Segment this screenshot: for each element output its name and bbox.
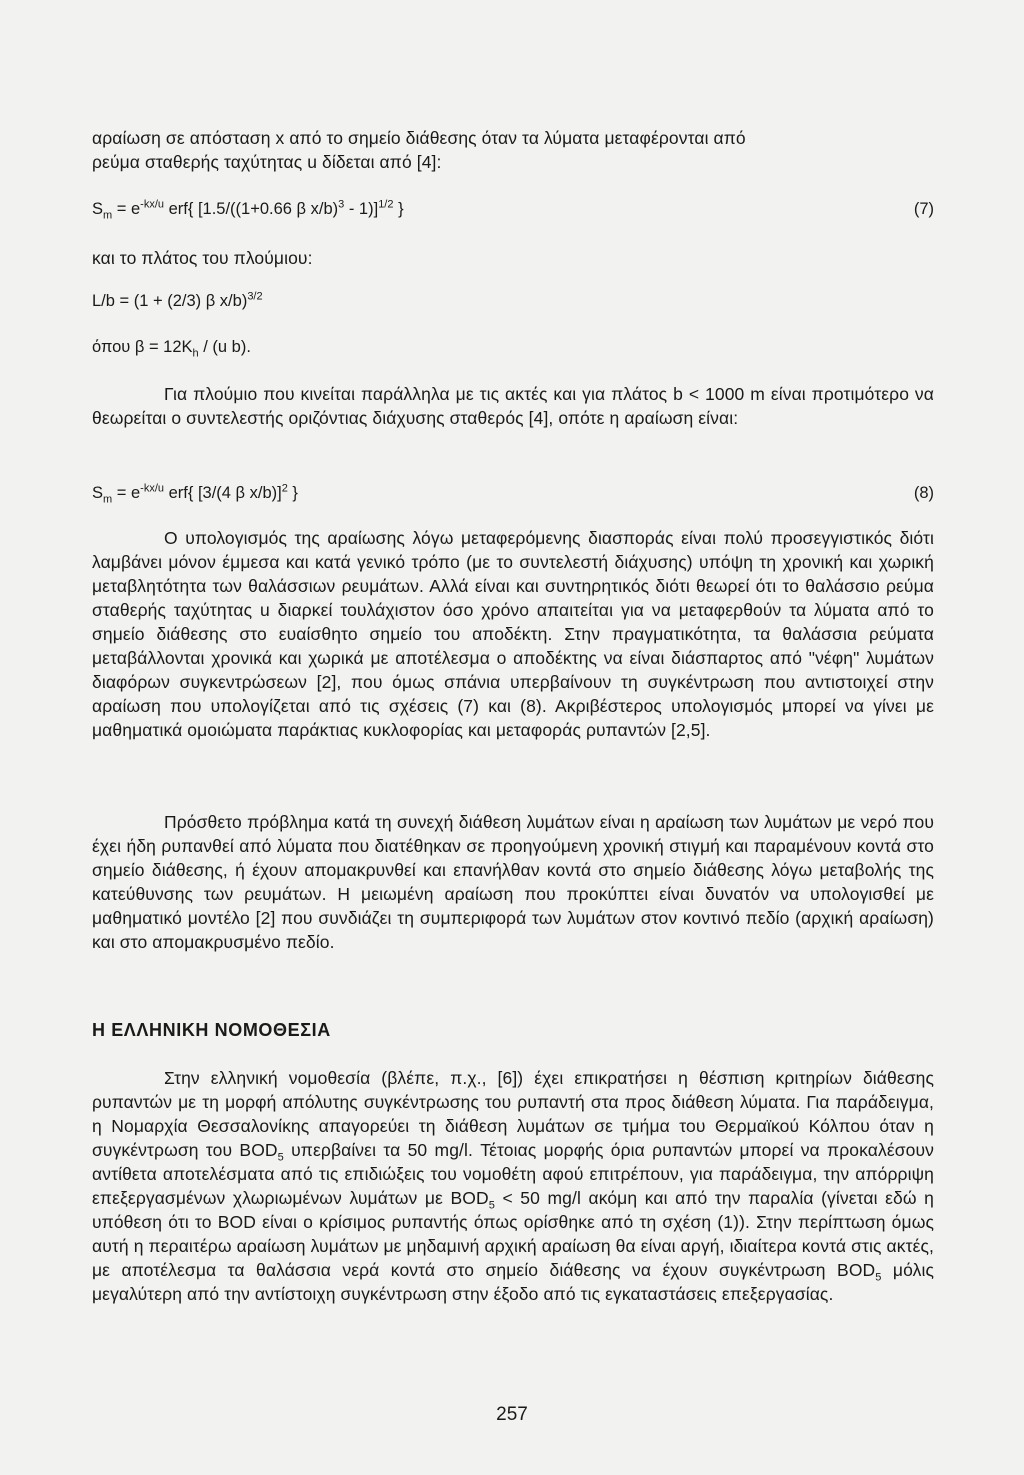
- eqL-power: 3/2: [247, 290, 263, 303]
- paragraph-legislation: [92, 1066, 934, 1306]
- beta-definition: [92, 336, 934, 358]
- eq8-exponent: -kx/u: [140, 482, 165, 495]
- eq7-lhs-sub: m: [103, 209, 113, 222]
- eq8-mid: = e: [112, 484, 141, 502]
- eq8-power: 2: [281, 482, 288, 495]
- law-text-4: μόλις μεγαλύτερη από την αντίστοιχη συγκέντρωση στην έξοδο από τις εγκαταστάσεις επεξεργασίας.: [92, 1260, 934, 1304]
- section-heading: Η ΕΛΛΗΝΙΚΗ ΝΟΜΟΘΕΣΙΑ: [92, 1020, 331, 1040]
- eq7-lhs: S: [92, 200, 104, 218]
- equation-8: [92, 482, 934, 504]
- equation-7: [92, 198, 934, 220]
- eq7-mid: = e: [112, 200, 141, 218]
- eq7-body: erf{ [1.5/((1+0.66 β x/b): [164, 200, 339, 218]
- intro-line-1: αραίωση σε απόσταση x από το σημείο διάθεσης όταν τα λύματα μεταφέρονται από: [92, 128, 746, 148]
- equation-plume-width: [92, 290, 934, 312]
- plume-width-label: και το πλάτος του πλούμιου:: [92, 248, 313, 268]
- paragraph-parallel-plume: Για πλούμιο που κινείται παράλληλα με τις ακτές και για πλάτος b < 1000 m είναι προτιμότερο να θεωρείται ο συντελεστής οριζόντιας διάχυσης σταθερός [4], οπότε η αραίωση είναι:: [92, 384, 934, 428]
- page-number: 257: [496, 1404, 528, 1425]
- beta-def-sub: h: [192, 347, 199, 360]
- intro-text: [92, 126, 934, 174]
- equation-number-8: (8): [913, 484, 934, 502]
- equation-number-7: (7): [913, 200, 934, 218]
- law-text-3: < 50 mg/l ακόμη και από την παραλία (γίνεται εδώ η υπόθεση ότι το BOD είναι ο κρίσιμος ρυπαντής όπως ορίσθηκε από τη σχέση (1)). Στην περίπτωση όμως αυτή η περαιτέρω αραίωση λυμάτων με μηδαμινή αρχική αραίωση θα είναι αργή, ιδιαίτερα κοντά στις ακτές, με αποτέλεσμα τα θαλάσσια νερά κοντά στο σημείο διάθεσης να έχουν συγκέντρωση BOD: [92, 1188, 934, 1280]
- eq7-power-3: 3: [338, 198, 345, 211]
- law-text-1: Στην ελληνική νομοθεσία (βλέπε, π.χ., [6]) έχει επικρατήσει η θέσπιση κριτηρίων διάθεσης ρυπαντών με τη μορφή απόλυτης συγκέντρωσης του ρυπαντή στα προς διάθεση λύματα. Για παράδειγμα, η Νομαρχία Θεσσαλονίκης απαγορεύει τη διάθεση λυμάτων σε τμήμα του Θερμαϊκού Κόλπου όταν η συγκέντρωση του BOD: [92, 1068, 934, 1160]
- law-text-2: υπερβαίνει τα 50 mg/l. Τέτοιας μορφής όρια ρυπαντών μπορεί να προκαλέσουν αντίθετα αποτελέσματα από τις επιδιώξεις του νομοθέτη αφού επιτρέπουν, για παράδειγμα, την απόρριψη επεξεργασμένων χλωριωμένων λυμάτων με BOD: [92, 1140, 934, 1208]
- law-bod-sub-2: 5: [488, 1199, 495, 1212]
- eq8-lhs-sub: m: [103, 493, 113, 506]
- beta-def-end: / (u b).: [198, 338, 251, 356]
- paragraph-additional-problem: Πρόσθετο πρόβλημα κατά τη συνεχή διάθεση λυμάτων είναι η αραίωση των λυμάτων με νερό που έχει ήδη ρυπανθεί από λύματα που διατέθηκαν σε προηγούμενη χρονική στιγμή και παραμένουν κοντά στο σημείο διάθεσης, ή έχουν απομακρυνθεί και επανήλθαν κοντά στο σημείο διάθεσης λόγω μεταβολής της κατεύθυνσης των ρευμάτων. Η μειωμένη αραίωση που προκύπτει είναι δυνατόν να υπολογισθεί με μαθηματικό μοντέλο [2] που συνδιάζει τη συμπεριφορά των λυμάτων στον κοντινό πεδίο (αρχική αραίωση) και στο απομακρυσμένο πεδίο.: [92, 812, 934, 952]
- eq8-body: erf{ [3/(4 β x/b)]: [164, 484, 282, 502]
- law-bod-sub-1: 5: [277, 1151, 284, 1164]
- eq8-lhs: S: [92, 484, 104, 502]
- eqL-main: L/b = (1 + (2/3) β x/b): [92, 292, 248, 310]
- eq7-exponent: -kx/u: [140, 198, 165, 211]
- eq7-power-half: 1/2: [378, 198, 394, 211]
- beta-def-start: όπου β = 12K: [92, 338, 193, 356]
- law-bod-sub-3: 5: [875, 1271, 882, 1284]
- intro-line-2: ρεύμα σταθερής ταχύτητας u δίδεται από [4]:: [92, 152, 442, 172]
- eq8-end: }: [287, 484, 298, 502]
- eq7-body-2: - 1)]: [344, 200, 379, 218]
- eq7-end: }: [393, 200, 404, 218]
- paragraph-calculation: Ο υπολογισμός της αραίωσης λόγω μεταφερόμενης διασποράς είναι πολύ προσεγγιστικός διότι λαμβάνει μόνον έμμεσα και κατά γενικό τρόπο (με το συντελεστή διάχυσης) υπόψη τη χρονική και χωρική μεταβλητότητα των θαλάσσιων ρευμάτων. Αλλά είναι και συντηρητικός διότι θεωρεί ότι το θαλάσσιο ρεύμα σταθερής ταχύτητας u διαρκεί τουλάχιστον όσο χρόνο απαιτείται για να μεταφερθούν τα λύματα από το σημείο διάθεσης στο ευαίσθητο σημείο του αποδέκτη. Στην πραγματικότητα, τα θαλάσσια ρεύματα μεταβάλλονται χρονικά και χωρικά με αποτέλεσμα ο αποδέκτης να είναι διάσπαρτος από "νέφη" λυμάτων διαφόρων συγκεντρώσεων [2], που όμως σπάνια υπερβαίνουν τη συγκέντρωση που αντιστοιχεί στην αραίωση που υπολογίζεται από τις σχέσεις (7) και (8). Ακριβέστερος υπολογισμός μπορεί να γίνει με μαθηματικά ομοιώματα παράκτιας κυκλοφορίας και μεταφοράς ρυπαντών [2,5].: [92, 528, 934, 740]
